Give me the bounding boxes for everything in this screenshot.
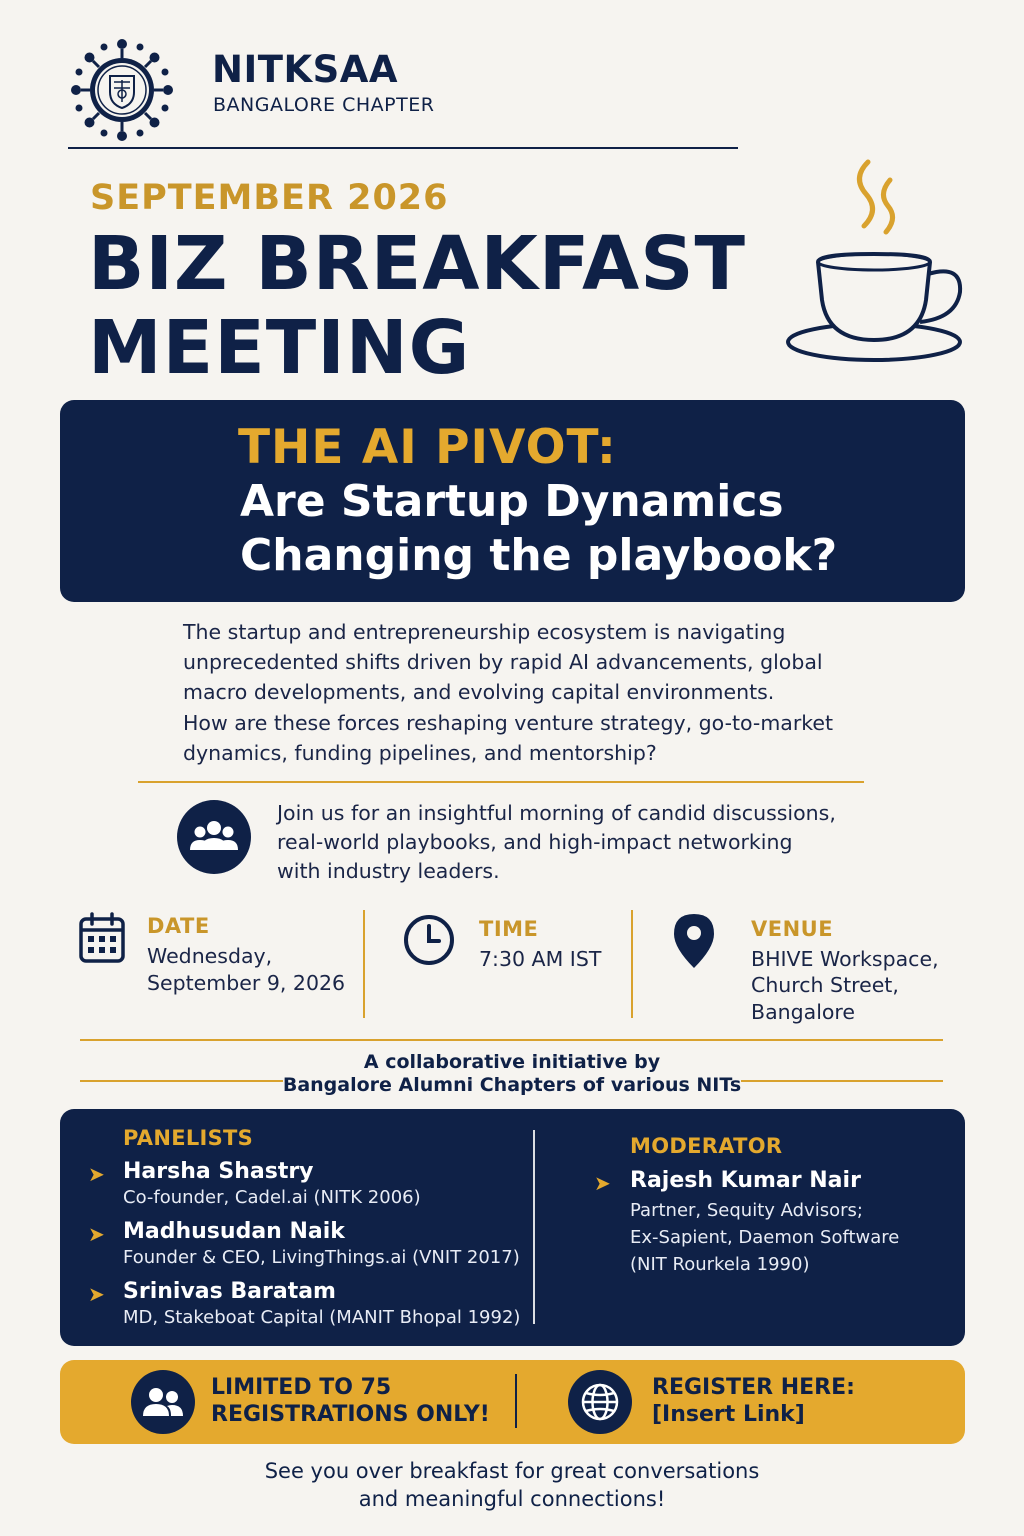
description-line: unprecedented shifts driven by rapid AI advancements, global [183,650,823,674]
info-divider [363,910,365,1018]
bullet-arrow-icon: ➤ [88,1282,105,1306]
description-line: How are these forces reshaping venture strategy, go-to-market [183,711,834,735]
bullet-arrow-icon: ➤ [88,1162,105,1186]
time-label: TIME [479,917,539,941]
bullet-arrow-icon: ➤ [88,1222,105,1246]
globe-icon [568,1370,632,1434]
limit-text-line-2: REGISTRATIONS ONLY! [211,1402,490,1427]
date-label: DATE [147,914,210,938]
join-line: real-world playbooks, and high-impact networking [277,830,793,854]
join-line: Join us for an insightful morning of candid discussions, [277,801,836,825]
description-line: The startup and entrepreneurship ecosystem is navigating [183,620,786,644]
org-name: NITKSAA [212,48,399,91]
moderator-name: Rajesh Kumar Nair [630,1168,861,1193]
clock-icon [402,913,456,967]
panelist-role: Co-founder, Cadel.ai (NITK 2006) [123,1187,421,1208]
venue-value-line-1: BHIVE Workspace, [751,947,939,971]
description-line: dynamics, funding pipelines, and mentorship? [183,741,657,765]
closing-line-1: See you over breakfast for great conversations [264,1459,760,1483]
people-icon [177,800,251,874]
event-title-line-1: BIZ BREAKFAST [88,221,747,307]
description-line: macro developments, and evolving capital environments. [183,680,775,704]
collab-line-1: A collaborative initiative by [363,1051,661,1073]
panelist-role: Founder & CEO, LivingThings.ai (VNIT 2017) [123,1247,520,1268]
panelist-name: Madhusudan Naik [123,1219,345,1244]
limit-badge [131,1370,195,1434]
venue-label: VENUE [751,917,834,941]
join-line: with industry leaders. [277,859,500,883]
date-value-line-2: September 9, 2026 [147,971,346,995]
panel-divider [533,1130,535,1324]
closing-line-2: and meaningful connections! [358,1487,666,1511]
panelists-heading: PANELISTS [123,1126,254,1150]
nit-seal-icon [62,30,182,150]
panelist-name: Srinivas Baratam [123,1279,336,1304]
register-link[interactable]: [Insert Link] [652,1402,805,1427]
panelist-name: Harsha Shastry [123,1159,314,1184]
topic-question-line-2: Changing the playbook? [240,530,838,581]
org-chapter: BANGALORE CHAPTER [213,94,435,116]
venue-value-line-2: Church Street, [751,973,899,997]
venue-value-line-3: Bangalore [751,1000,856,1024]
header-divider [68,147,738,149]
bullet-arrow-icon: ➤ [594,1171,611,1195]
moderator-role-line: (NIT Rourkela 1990) [630,1254,810,1275]
event-title-line-2: MEETING [88,305,471,391]
join-badge [177,800,251,874]
info-divider [631,910,633,1018]
people-icon [131,1370,195,1434]
time-value: 7:30 AM IST [479,947,602,971]
location-pin-icon [670,912,718,970]
limit-text-line-1: LIMITED TO 75 [211,1375,392,1400]
topic-lead: THE AI PIVOT: [238,420,617,475]
moderator-role-line: Ex-Sapient, Daemon Software [630,1227,900,1248]
topic-question-line-1: Are Startup Dynamics [240,476,784,527]
moderator-heading: MODERATOR [630,1134,783,1158]
description-divider [138,781,864,783]
moderator-role-line: Partner, Sequity Advisors; [630,1200,863,1221]
register-text-line-1: REGISTER HERE: [652,1375,855,1400]
registration-bar [60,1360,965,1444]
date-value-line-1: Wednesday, [147,944,273,968]
event-month: SEPTEMBER 2026 [90,178,449,218]
calendar-icon [78,912,126,964]
cta-divider [515,1374,517,1428]
collab-divider-top [80,1039,943,1041]
panelist-role: MD, Stakeboat Capital (MANIT Bhopal 1992) [123,1307,521,1328]
collab-line-2: Bangalore Alumni Chapters of various NITs [282,1074,742,1096]
coffee-cup-icon [780,150,970,370]
register-badge[interactable] [568,1370,632,1434]
collab-divider-right [741,1080,943,1082]
